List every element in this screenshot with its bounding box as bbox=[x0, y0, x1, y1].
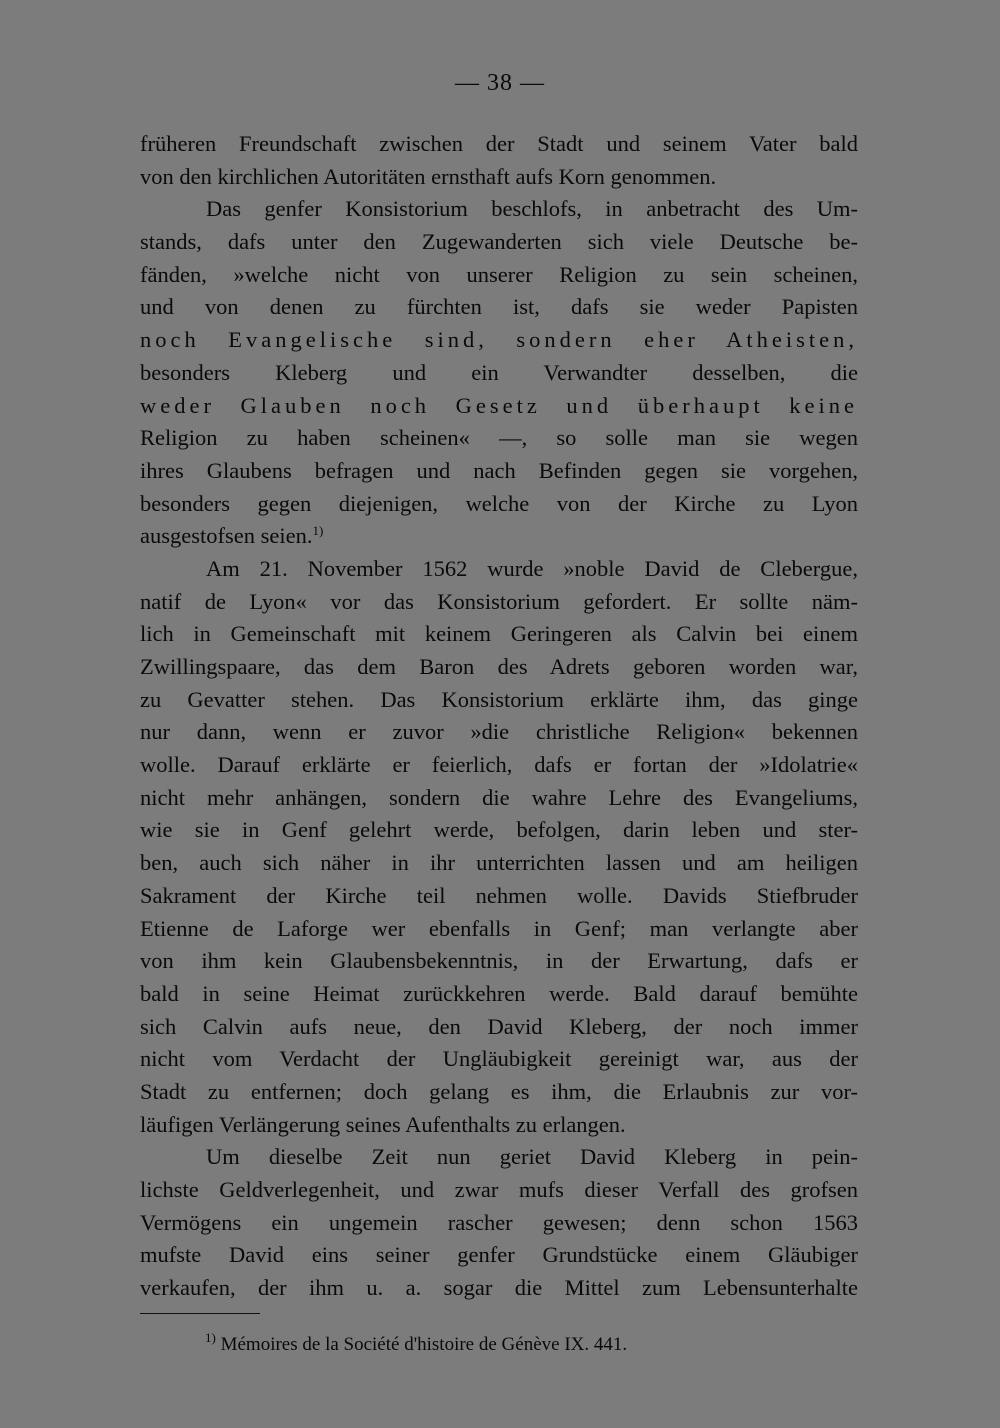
text-line: früheren Freundschaft zwischen der Stadt und seinem Vater bald bbox=[140, 131, 858, 156]
text-line: fänden, »welche nicht von unserer Religion zu sein scheinen, bbox=[140, 261, 858, 287]
footnote bbox=[205, 1330, 628, 1356]
text-line: nicht vom Verdacht der Ungläubigkeit gereinigt war, aus der bbox=[140, 1046, 858, 1072]
footnote-reference: 1) bbox=[312, 523, 324, 539]
footnote-divider bbox=[140, 1313, 260, 1314]
text-line: ihres Glaubens befragen und nach Befinden gegen sie vorgehen, bbox=[140, 457, 858, 483]
text-line: und von denen zu fürchten ist, dafs sie weder Papisten bbox=[140, 294, 858, 320]
text-line-content: ausgestofsen seien. bbox=[140, 523, 313, 549]
text-line: besonders Kleberg und ein Verwandter desselben, die bbox=[140, 359, 858, 385]
body-text bbox=[140, 128, 858, 1305]
text-line: von ihm kein Glaubensbekenntnis, in der Erwartung, dafs er bbox=[140, 948, 858, 974]
text-line: lich in Gemeinschaft mit keinem Geringeren als Calvin bei einem bbox=[140, 621, 858, 647]
text-line: Am 21. November 1562 wurde »noble David de Clebergue, bbox=[206, 555, 858, 581]
text-line: nur dann, wenn er zuvor »die christliche Religion« bekennen bbox=[140, 719, 858, 745]
text-line: noch Evangelische sind, sondern eher Atheisten, bbox=[140, 327, 858, 353]
text-line: wie sie in Genf gelehrt werde, befolgen, darin leben und ster- bbox=[140, 817, 858, 843]
footnote-text: Mémoires de la Société d'histoire de Génève IX. 441. bbox=[220, 1334, 628, 1355]
text-line: Vermögens ein ungemein rascher gewesen; denn schon 1563 bbox=[140, 1209, 858, 1235]
text-line: natif de Lyon« vor das Konsistorium gefordert. Er sollte näm- bbox=[140, 588, 858, 614]
text-line: zu Gevatter stehen. Das Konsistorium erklärte ihm, das ginge bbox=[140, 686, 858, 712]
text-line: ben, auch sich näher in ihr unterrichten lassen und am heiligen bbox=[140, 850, 858, 876]
text-line: mufste David eins seiner genfer Grundstücke einem Gläubiger bbox=[140, 1242, 858, 1268]
text-line: nicht mehr anhängen, sondern die wahre Lehre des Evangeliums, bbox=[140, 784, 858, 810]
text-line: Zwillingspaare, das dem Baron des Adrets geboren worden war, bbox=[140, 654, 858, 679]
text-line bbox=[140, 520, 858, 553]
footnote-marker: 1) bbox=[205, 1330, 216, 1345]
text-line: wolle. Darauf erklärte er feierlich, dafs er fortan der »Idolatrie« bbox=[140, 752, 858, 778]
text-line: sich Calvin aufs neue, den David Kleberg, der noch immer bbox=[140, 1013, 858, 1039]
text-line: läufigen Verlängerung seines Aufenthalts zu erlangen. bbox=[140, 1111, 626, 1137]
text-line: Um dieselbe Zeit nun geriet David Kleberg in pein- bbox=[206, 1144, 858, 1170]
text-line: bald in seine Heimat zurückkehren werde. Bald darauf bemühte bbox=[140, 980, 858, 1006]
text-line: Das genfer Konsistorium beschlofs, in anbetracht des Um- bbox=[206, 196, 858, 222]
text-line: besonders gegen diejenigen, welche von der Kirche zu Lyon bbox=[140, 490, 858, 516]
text-line: stands, dafs unter den Zugewanderten sich viele Deutsche be- bbox=[140, 229, 858, 255]
text-line: Religion zu haben scheinen« —, so solle man sie wegen bbox=[140, 425, 858, 451]
text-line: Sakrament der Kirche teil nehmen wolle. Davids Stiefbruder bbox=[140, 882, 858, 908]
text-line: lichste Geldverlegenheit, und zwar mufs dieser Verfall des grofsen bbox=[140, 1177, 858, 1202]
text-line: von den kirchlichen Autoritäten ernsthaft aufs Korn genommen. bbox=[140, 163, 717, 189]
text-line: verkaufen, der ihm u. a. sogar die Mittel zum Lebensunterhalte bbox=[140, 1275, 858, 1301]
text-line: Stadt zu entfernen; doch gelang es ihm, die Erlaubnis zur vor- bbox=[140, 1078, 858, 1104]
page-number: — 38 — bbox=[455, 70, 545, 96]
text-line: weder Glauben noch Gesetz und überhaupt keine bbox=[140, 392, 858, 418]
text-line: Etienne de Laforge wer ebenfalls in Genf; man verlangte aber bbox=[140, 915, 858, 941]
